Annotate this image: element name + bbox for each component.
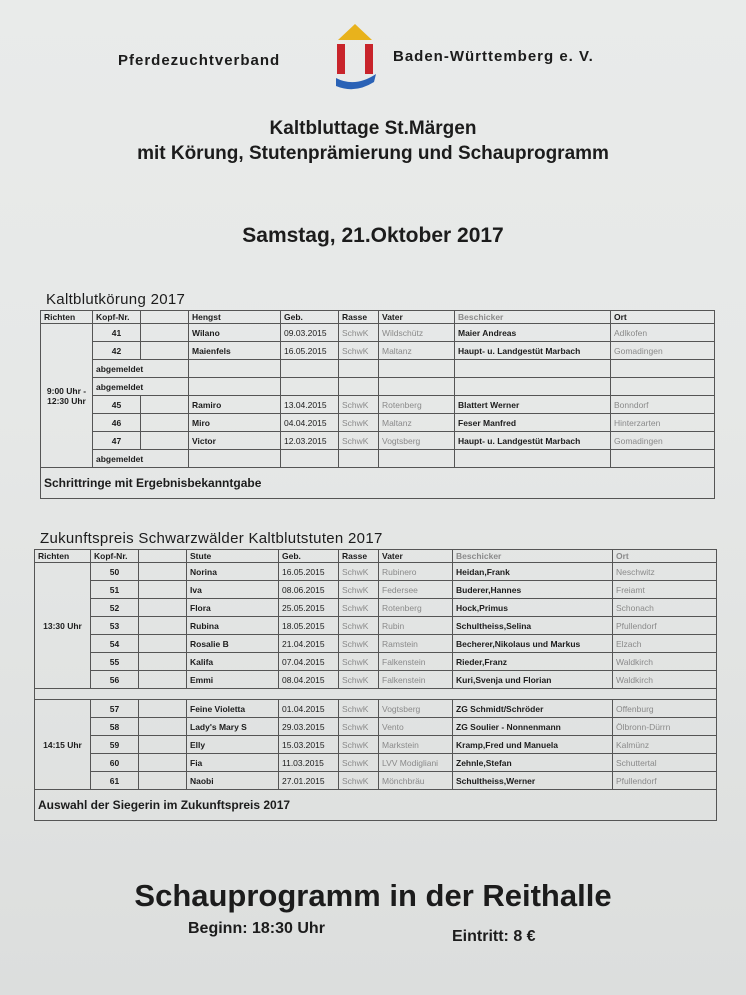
rasse-cell: SchwK xyxy=(339,396,379,414)
table-row xyxy=(35,754,717,772)
geb-cell: 25.05.2015 xyxy=(279,599,339,617)
table-row xyxy=(41,360,715,378)
kopf-nr-cell: 60 xyxy=(91,754,139,772)
vater-cell: Markstein xyxy=(379,736,453,754)
table-row xyxy=(41,414,715,432)
kopf-nr-cell: 52 xyxy=(91,599,139,617)
rasse-cell: SchwK xyxy=(339,581,379,599)
col-richten: Richten xyxy=(41,311,93,324)
ort-cell: Waldkirch xyxy=(613,671,717,689)
vater-cell: Falkenstein xyxy=(379,671,453,689)
kopf-nr-cell: 54 xyxy=(91,635,139,653)
col-beschicker: Beschicker xyxy=(455,311,611,324)
col-hengst: Hengst xyxy=(189,311,281,324)
ort-cell: Pfullendorf xyxy=(613,617,717,635)
ort-cell: Bonndorf xyxy=(611,396,715,414)
rasse-cell: SchwK xyxy=(339,772,379,790)
table-row xyxy=(35,736,717,754)
geb-cell xyxy=(281,450,339,468)
vater-cell xyxy=(379,450,455,468)
name-cell: Wilano xyxy=(189,324,281,342)
vater-cell: Rubin xyxy=(379,617,453,635)
geb-cell: 04.04.2015 xyxy=(281,414,339,432)
name-cell xyxy=(189,360,281,378)
rasse-cell: SchwK xyxy=(339,563,379,581)
event-subtitle: mit Körung, Stutenprämierung und Schauprogramm xyxy=(137,143,609,164)
beschicker-cell: Zehnle,Stefan xyxy=(453,754,613,772)
geb-cell: 18.05.2015 xyxy=(279,617,339,635)
rasse-cell: SchwK xyxy=(339,754,379,772)
table-row xyxy=(35,599,717,617)
koerung-table xyxy=(40,310,715,499)
vater-cell: Mönchbräu xyxy=(379,772,453,790)
blank-cell xyxy=(139,736,187,754)
geb-cell: 09.03.2015 xyxy=(281,324,339,342)
zukunftspreis-footer: Auswahl der Siegerin im Zukunftspreis 2017 xyxy=(35,790,717,821)
ort-cell xyxy=(611,450,715,468)
blank-cell xyxy=(141,414,189,432)
kopf-nr-cell: abgemeldet xyxy=(93,378,189,396)
table-row xyxy=(35,617,717,635)
rasse-cell: SchwK xyxy=(339,653,379,671)
col-rasse: Rasse xyxy=(339,550,379,563)
time-slot: 14:15 Uhr xyxy=(35,700,91,790)
rasse-cell xyxy=(339,360,379,378)
geb-cell: 12.03.2015 xyxy=(281,432,339,450)
name-cell: Victor xyxy=(189,432,281,450)
col-stute: Stute xyxy=(187,550,279,563)
rasse-cell: SchwK xyxy=(339,635,379,653)
blank-cell xyxy=(141,396,189,414)
name-cell: Miro xyxy=(189,414,281,432)
table-row xyxy=(35,718,717,736)
kopf-nr-cell: 41 xyxy=(93,324,141,342)
time-slot: 9:00 Uhr - 12:30 Uhr xyxy=(41,324,93,468)
blank-cell xyxy=(139,671,187,689)
koerung-footer: Schrittringe mit Ergebnisbekanntgabe xyxy=(41,468,715,499)
col-rasse: Rasse xyxy=(339,311,379,324)
col-blank xyxy=(141,311,189,324)
geb-cell: 13.04.2015 xyxy=(281,396,339,414)
kopf-nr-cell: 56 xyxy=(91,671,139,689)
beschicker-cell: Schultheiss,Selina xyxy=(453,617,613,635)
event-title: Kaltbluttage St.Märgen xyxy=(269,118,477,139)
table-row xyxy=(35,772,717,790)
vater-cell: Falkenstein xyxy=(379,653,453,671)
name-cell: Flora xyxy=(187,599,279,617)
name-cell: Emmi xyxy=(187,671,279,689)
ort-cell: Offenburg xyxy=(613,700,717,718)
show-begin: Beginn: 18:30 Uhr xyxy=(188,920,325,937)
beschicker-cell: Feser Manfred xyxy=(455,414,611,432)
col-vater: Vater xyxy=(379,550,453,563)
letterhead xyxy=(0,10,746,85)
name-cell xyxy=(189,450,281,468)
col-vater: Vater xyxy=(379,311,455,324)
col-blank xyxy=(139,550,187,563)
zukunftspreis-footer-row xyxy=(35,790,717,821)
rasse-cell xyxy=(339,450,379,468)
blank-cell xyxy=(139,599,187,617)
koerung-header-row xyxy=(41,311,715,324)
beschicker-cell: Kuri,Svenja und Florian xyxy=(453,671,613,689)
ort-cell: Elzach xyxy=(613,635,717,653)
vater-cell: Vogtsberg xyxy=(379,700,453,718)
geb-cell xyxy=(281,378,339,396)
col-beschicker: Beschicker xyxy=(453,550,613,563)
show-entry: Eintritt: 8 € xyxy=(452,928,536,945)
rasse-cell: SchwK xyxy=(339,599,379,617)
zukunftspreis-body xyxy=(35,563,717,790)
event-date: Samstag, 21.Oktober 2017 xyxy=(242,224,504,247)
blank-cell xyxy=(139,581,187,599)
geb-cell: 08.04.2015 xyxy=(279,671,339,689)
beschicker-cell: Rieder,Franz xyxy=(453,653,613,671)
geb-cell: 07.04.2015 xyxy=(279,653,339,671)
zukunftspreis-title: Zukunftspreis Schwarzwälder Kaltblutstuten 2017 xyxy=(40,530,383,547)
col-richten: Richten xyxy=(35,550,91,563)
beschicker-cell: Heidan,Frank xyxy=(453,563,613,581)
vater-cell: LVV Modigliani xyxy=(379,754,453,772)
vater-cell: Rotenberg xyxy=(379,599,453,617)
table-row xyxy=(35,563,717,581)
rasse-cell: SchwK xyxy=(339,700,379,718)
vater-cell: Vento xyxy=(379,718,453,736)
ort-cell xyxy=(611,360,715,378)
blank-cell xyxy=(139,772,187,790)
ort-cell xyxy=(611,378,715,396)
ort-cell: Ölbronn-Dürrn xyxy=(613,718,717,736)
blank-cell xyxy=(141,432,189,450)
geb-cell: 08.06.2015 xyxy=(279,581,339,599)
ort-cell: Hinterzarten xyxy=(611,414,715,432)
geb-cell: 01.04.2015 xyxy=(279,700,339,718)
geb-cell xyxy=(281,360,339,378)
rasse-cell: SchwK xyxy=(339,736,379,754)
blank-cell xyxy=(139,718,187,736)
blank-cell xyxy=(139,653,187,671)
rasse-cell: SchwK xyxy=(339,342,379,360)
name-cell: Rubina xyxy=(187,617,279,635)
ort-cell: Gomadingen xyxy=(611,432,715,450)
col-ort: Ort xyxy=(613,550,717,563)
kopf-nr-cell: 47 xyxy=(93,432,141,450)
kopf-nr-cell: 59 xyxy=(91,736,139,754)
kopf-nr-cell: 57 xyxy=(91,700,139,718)
ort-cell: Freiamt xyxy=(613,581,717,599)
beschicker-cell: Haupt- u. Landgestüt Marbach xyxy=(455,342,611,360)
beschicker-cell: Buderer,Hannes xyxy=(453,581,613,599)
name-cell: Elly xyxy=(187,736,279,754)
rasse-cell xyxy=(339,378,379,396)
show-title: Schauprogramm in der Reithalle xyxy=(134,878,612,913)
beschicker-cell: Blattert Werner xyxy=(455,396,611,414)
beschicker-cell: Hock,Primus xyxy=(453,599,613,617)
table-row xyxy=(35,700,717,718)
name-cell: Rosalie B xyxy=(187,635,279,653)
blank-cell xyxy=(139,700,187,718)
vater-cell: Federsee xyxy=(379,581,453,599)
geb-cell: 27.01.2015 xyxy=(279,772,339,790)
name-cell: Fia xyxy=(187,754,279,772)
geb-cell: 11.03.2015 xyxy=(279,754,339,772)
kopf-nr-cell: 55 xyxy=(91,653,139,671)
separator-cell xyxy=(35,689,717,700)
beschicker-cell: Kramp,Fred und Manuela xyxy=(453,736,613,754)
koerung-title: Kaltblutkörung 2017 xyxy=(46,291,186,308)
col-geb: Geb. xyxy=(281,311,339,324)
blank-cell xyxy=(141,342,189,360)
beschicker-cell: Becherer,Nikolaus und Markus xyxy=(453,635,613,653)
geb-cell: 16.05.2015 xyxy=(281,342,339,360)
ort-cell: Gomadingen xyxy=(611,342,715,360)
col-ort: Ort xyxy=(611,311,715,324)
name-cell xyxy=(189,378,281,396)
table-row xyxy=(41,378,715,396)
vater-cell xyxy=(379,360,455,378)
table-row xyxy=(41,450,715,468)
name-cell: Ramiro xyxy=(189,396,281,414)
blank-cell xyxy=(139,635,187,653)
table-row xyxy=(41,342,715,360)
rasse-cell: SchwK xyxy=(339,617,379,635)
beschicker-cell: ZG Schmidt/Schröder xyxy=(453,700,613,718)
kopf-nr-cell: 51 xyxy=(91,581,139,599)
association-logo-icon xyxy=(330,18,380,90)
kopf-nr-cell: 45 xyxy=(93,396,141,414)
geb-cell: 21.04.2015 xyxy=(279,635,339,653)
ort-cell: Neschwitz xyxy=(613,563,717,581)
blank-cell xyxy=(139,563,187,581)
kopf-nr-cell: 50 xyxy=(91,563,139,581)
blank-cell xyxy=(139,754,187,772)
ort-cell: Schonach xyxy=(613,599,717,617)
kopf-nr-cell: abgemeldet xyxy=(93,450,189,468)
vater-cell: Ramstein xyxy=(379,635,453,653)
geb-cell: 15.03.2015 xyxy=(279,736,339,754)
org-name-right: Baden-Württemberg e. V. xyxy=(393,48,594,65)
col-kopf-nr: Kopf-Nr. xyxy=(93,311,141,324)
name-cell: Naobi xyxy=(187,772,279,790)
name-cell: Maienfels xyxy=(189,342,281,360)
name-cell: Feine Violetta xyxy=(187,700,279,718)
table-row xyxy=(41,324,715,342)
ort-cell: Pfullendorf xyxy=(613,772,717,790)
kopf-nr-cell: 58 xyxy=(91,718,139,736)
ort-cell: Schuttertal xyxy=(613,754,717,772)
name-cell: Iva xyxy=(187,581,279,599)
beschicker-cell: Schultheiss,Werner xyxy=(453,772,613,790)
geb-cell: 29.03.2015 xyxy=(279,718,339,736)
vater-cell: Vogtsberg xyxy=(379,432,455,450)
ort-cell: Adlkofen xyxy=(611,324,715,342)
org-name-left: Pferdezuchtverband xyxy=(118,52,281,69)
kopf-nr-cell: abgemeldet xyxy=(93,360,189,378)
table-row xyxy=(35,581,717,599)
ort-cell: Waldkirch xyxy=(613,653,717,671)
col-geb: Geb. xyxy=(279,550,339,563)
zukunftspreis-header-row xyxy=(35,550,717,563)
kopf-nr-cell: 61 xyxy=(91,772,139,790)
beschicker-cell xyxy=(455,360,611,378)
vater-cell: Rubinero xyxy=(379,563,453,581)
koerung-body xyxy=(41,324,715,468)
blank-cell xyxy=(141,324,189,342)
geb-cell: 16.05.2015 xyxy=(279,563,339,581)
table-row xyxy=(35,635,717,653)
table-row xyxy=(35,653,717,671)
beschicker-cell xyxy=(455,450,611,468)
time-slot: 13:30 Uhr xyxy=(35,563,91,689)
beschicker-cell xyxy=(455,378,611,396)
kopf-nr-cell: 42 xyxy=(93,342,141,360)
beschicker-cell: ZG Soulier - Nonnenmann xyxy=(453,718,613,736)
rasse-cell: SchwK xyxy=(339,432,379,450)
vater-cell: Maltanz xyxy=(379,414,455,432)
name-cell: Kalifa xyxy=(187,653,279,671)
table-row xyxy=(41,432,715,450)
vater-cell xyxy=(379,378,455,396)
vater-cell: Rotenberg xyxy=(379,396,455,414)
beschicker-cell: Haupt- u. Landgestüt Marbach xyxy=(455,432,611,450)
kopf-nr-cell: 46 xyxy=(93,414,141,432)
col-kopf-nr: Kopf-Nr. xyxy=(91,550,139,563)
table-row xyxy=(35,671,717,689)
rasse-cell: SchwK xyxy=(339,718,379,736)
zukunftspreis-table xyxy=(34,549,717,821)
name-cell: Lady's Mary S xyxy=(187,718,279,736)
rasse-cell: SchwK xyxy=(339,414,379,432)
table-row xyxy=(41,396,715,414)
vater-cell: Wildschütz xyxy=(379,324,455,342)
rasse-cell: SchwK xyxy=(339,671,379,689)
group-separator xyxy=(35,689,717,700)
ort-cell: Kalmünz xyxy=(613,736,717,754)
blank-cell xyxy=(139,617,187,635)
koerung-footer-row xyxy=(41,468,715,499)
kopf-nr-cell: 53 xyxy=(91,617,139,635)
beschicker-cell: Maier Andreas xyxy=(455,324,611,342)
vater-cell: Maltanz xyxy=(379,342,455,360)
name-cell: Norina xyxy=(187,563,279,581)
rasse-cell: SchwK xyxy=(339,324,379,342)
